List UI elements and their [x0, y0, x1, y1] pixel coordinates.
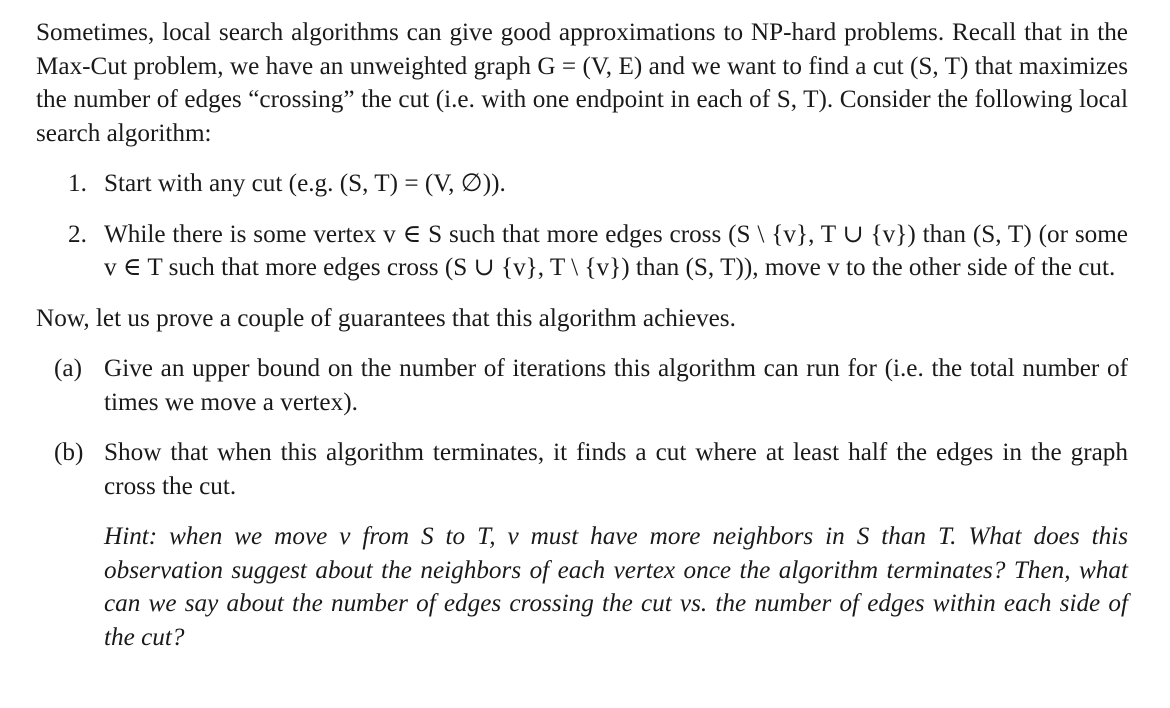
- part-b-marker: (b): [54, 439, 84, 466]
- part-a-text: Give an upper bound on the number of iterations this algorithm can run for (i.e. the total number of times we move a vertex).: [104, 355, 1128, 416]
- step-1-text: Start with any cut (e.g. (S, T) = (V, ∅)).: [104, 170, 506, 197]
- part-b-text: Show that when this algorithm terminates, it finds a cut where at least half the edges in the graph cross the cut.: [104, 439, 1128, 500]
- algorithm-step-1: [36, 167, 1128, 201]
- algorithm-step-2: [36, 218, 1128, 285]
- hint-paragraph: Hint: when we move v from S to T, v must have more neighbors in S than T. What does this observation suggest about the neighbors of each vertex once the algorithm terminates? Then, what can we say about the number of edges crossing the cut vs. the number of edges within each side of the cut?: [104, 523, 1128, 651]
- transition-paragraph: Now, let us prove a couple of guarantees that this algorithm achieves.: [36, 304, 736, 332]
- step-1-marker: 1.: [68, 170, 87, 197]
- intro-paragraph: Sometimes, local search algorithms can give good approximations to NP-hard problems. Recall that in the Max-Cut problem, we have an unweighted graph G = (V, E) and we want to find a cut (S, T) that maximizes the number of edges “crossing” the cut (i.e. with one endpoint in each of S, T). Consider the following local search algorithm:: [36, 19, 1128, 147]
- step-2-text: While there is some vertex v ∈ S such that more edges cross (S \ {v}, T ∪ {v}) than (S, T) (or some v ∈ T such that more edges cross (S ∪ {v}, T \ {v}) than (S, T)), move v to the other side of the cut.: [104, 220, 1128, 281]
- part-a: [36, 352, 1128, 419]
- problem-document: [36, 16, 1128, 654]
- step-2-marker: 2.: [68, 220, 87, 248]
- part-a-marker: (a): [54, 355, 82, 382]
- part-b: [36, 436, 1128, 503]
